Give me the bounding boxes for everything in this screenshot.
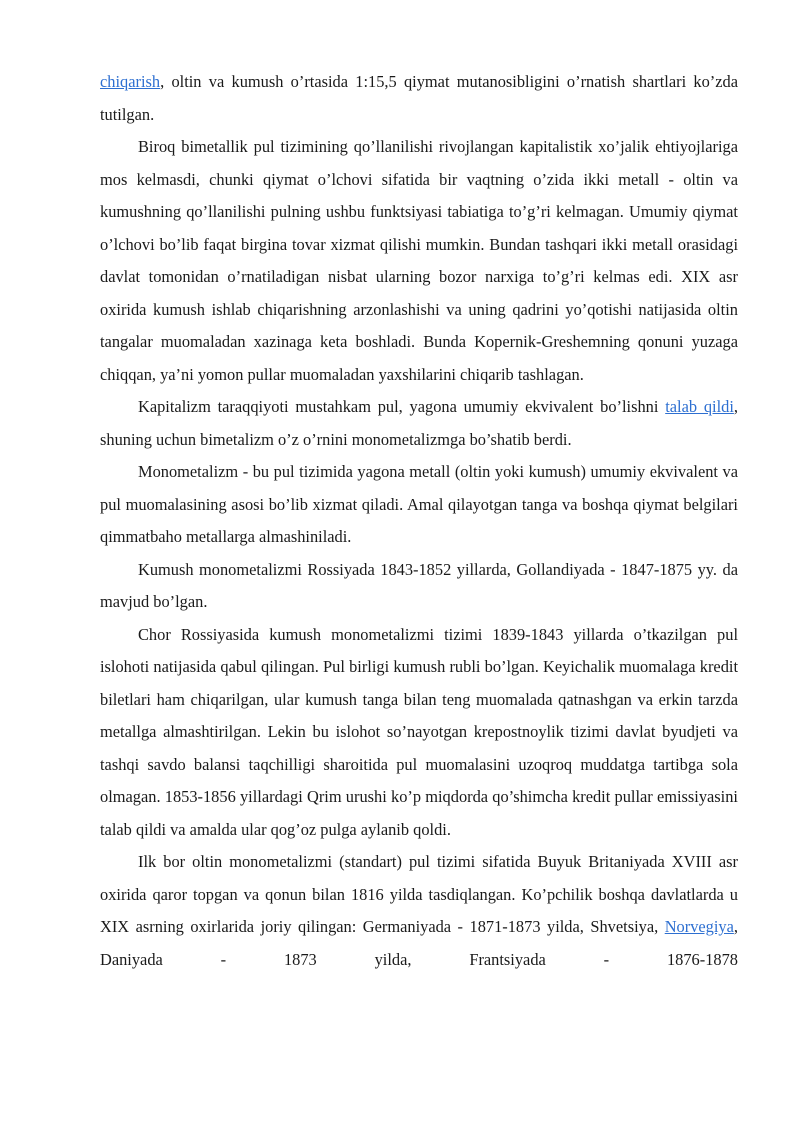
- paragraph-7-text-end: , Daniyada - 1873 yilda, Frantsiyada - 1876-1878: [100, 917, 738, 969]
- paragraph-1-text: , oltin va kumush o’rtasida 1:15,5 qiymat mutanosibligini o’rnatish shartlari ko’zda tutilgan.: [100, 72, 738, 124]
- paragraph-6: Chor Rossiyasida kumush monometalizmi tizimi 1839-1843 yillarda o’tkazilgan pul islohoti natijasida qabul qilingan. Pul birligi kumush rubli bo’lgan. Keyichalik muomalaga kredit biletlari ham chiqarilgan, ular kumush tanga bilan teng muomalada qatnashgan va erkin tarzda metallga almashtirilgan. Lekin bu islohot so’nayotgan krepostnoylik tizimi davlat byudjeti va tashqi savdo balansi taqchilligi sharoitida pul muomalasini uzoqroq muddatga tartibga sola olmagan. 1853-1856 yillardagi Qrim urushi ko’p miqdorda qo’shimcha kredit pullar emissiyasini talab qildi va amalda ular qog’oz pulga aylanib qoldi.: [100, 624, 738, 839]
- paragraph-7: [100, 846, 738, 976]
- link-norvegiya[interactable]: Norvegiya: [664, 917, 734, 936]
- paragraph-5: Kumush monometalizmi Rossiyada 1843-1852 yillarda, Gollandiyada - 1847-1875 yy. da mavjud bo’lgan.: [100, 559, 738, 611]
- paragraph-2: Biroq bimetallik pul tizimining qo’llanilishi rivojlangan kapitalistik xo’jalik ehtiyojlariga mos kelmasdi, chunki qiymat o’lchovi sifatida bir vaqtning o’zida ikki metall - oltin va kumushning qo’llanilishi pulning ushbu funktsiyasi tabiatiga to’g’ri kelmagan. Umumiy qiymat o’lchovi bo’lib faqat birgina tovar xizmat qilishi mumkin. Bundan tashqari ikki metall orasidagi davlat tomonidan o’rnatiladigan nisbat ularning bozor narxiga to’g’ri kelmas edi. XIX asr oxirida kumush ishlab chiqarishning arzonlashishi va uning qadrini yo’qotishi natijasida oltin tangalar muomaladan xazinaga keta boshladi. Bunda Kopernik-Greshemning qonuni yuzaga chiqqan, ya’ni yomon pullar muomaladan yaxshilarini chiqarib tashlagan.: [100, 137, 738, 384]
- paragraph-1: [100, 66, 738, 131]
- paragraph-3-text-start: Kapitalizm taraqqiyoti mustahkam pul, yagona umumiy ekvivalent bo’lishni: [138, 397, 666, 416]
- paragraph-3: [100, 391, 738, 456]
- paragraph-7-text-start: Ilk bor oltin monometalizmi (standart) pul tizimi sifatida Buyuk Britaniyada XVIII asr oxirida qaror topgan va qonun bilan 1816 yilda tasdiqlangan. Ko’pchilik boshqa davlatlarda u XIX asrning oxirlarida joriy qilingan: Germaniyada - 1871-1873 yilda, Shvetsiya,: [100, 852, 738, 936]
- link-talab-qildi[interactable]: talab qildi: [665, 397, 734, 416]
- paragraph-3-text-end: , shuning uchun bimetalizm o’z o’rnini monometalizmga bo’shatib berdi.: [100, 397, 738, 449]
- link-chiqarish[interactable]: chiqarish: [100, 72, 161, 91]
- paragraph-4: Monometalizm - bu pul tizimida yagona metall (oltin yoki kumush) umumiy ekvivalent va pul muomalasining asosi bo’lib xizmat qiladi. Amal qilayotgan tanga va boshqa qiymat belgilari qimmatbaho metallarga almashiniladi.: [100, 462, 738, 546]
- document-page: [100, 66, 738, 976]
